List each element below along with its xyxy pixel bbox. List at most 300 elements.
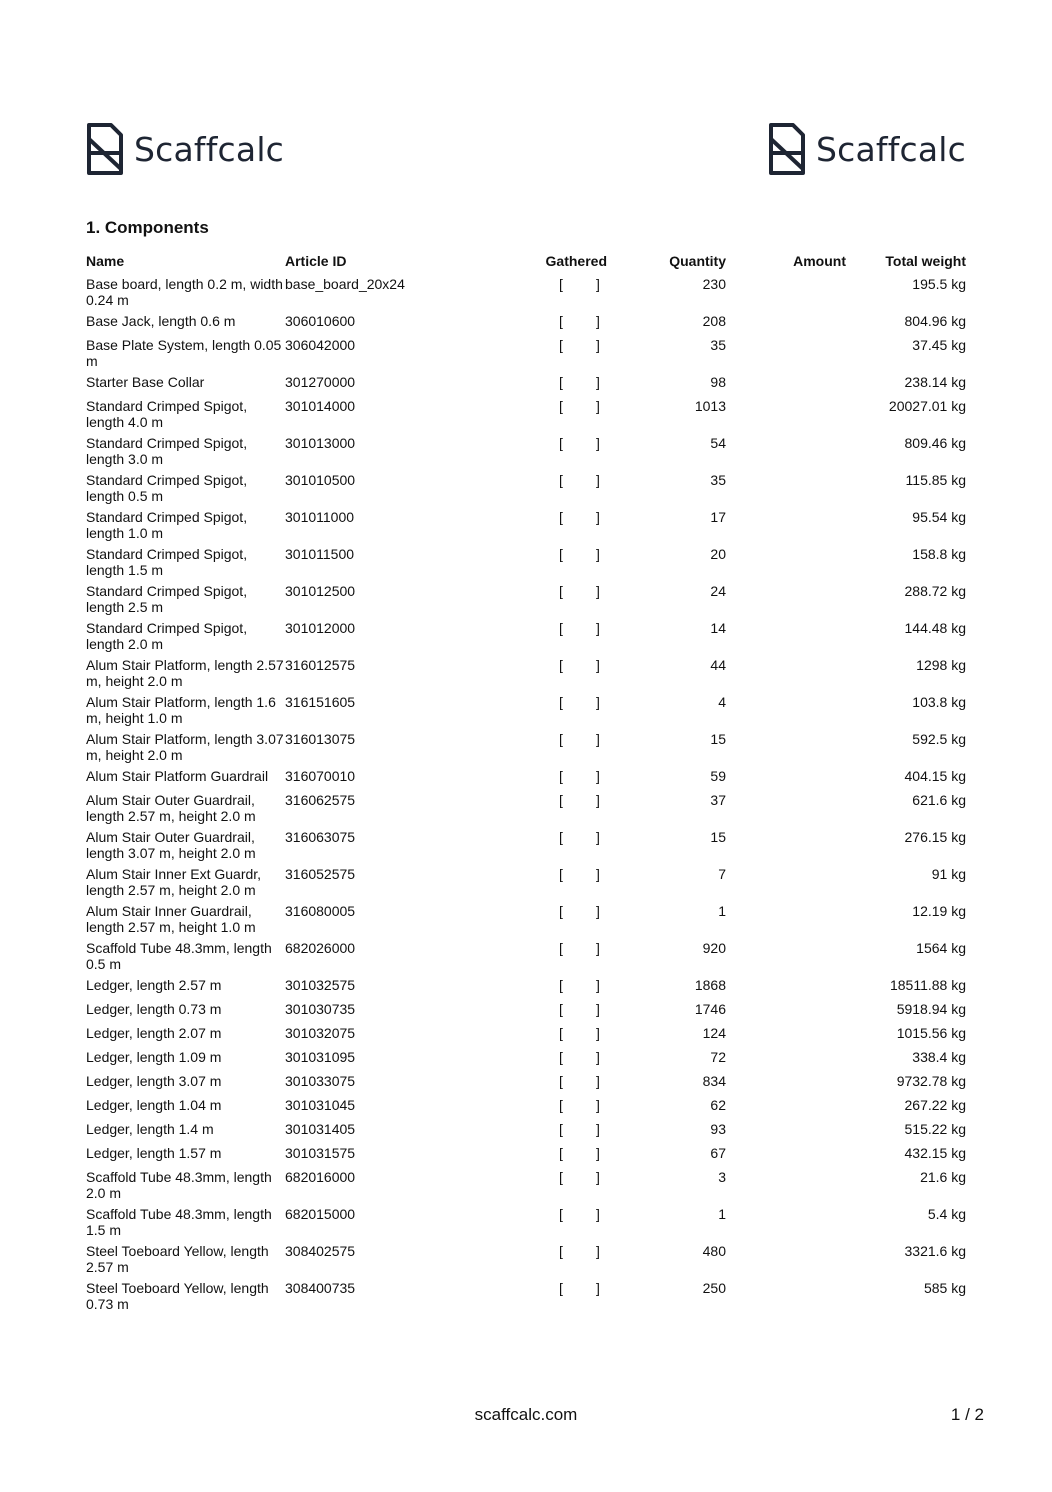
table-row	[86, 903, 966, 940]
bracket-open: [	[559, 337, 563, 353]
cell-gathered[interactable]	[407, 768, 612, 792]
bracket-open: [	[559, 829, 563, 845]
bracket-open: [	[559, 1145, 563, 1161]
gathered-checkbox[interactable]	[557, 398, 600, 414]
cell-name: Alum Stair Inner Ext Guardr, length 2.57 m, height 2.0 m	[86, 866, 262, 898]
bracket-open: [	[559, 398, 563, 414]
cell-article-id: 301033075	[285, 1073, 356, 1089]
bracket-close: ]	[596, 1097, 600, 1113]
gathered-checkbox[interactable]	[557, 472, 600, 488]
cell-article-id: 316151605	[285, 694, 356, 710]
gathered-checkbox[interactable]	[557, 1121, 600, 1137]
cell-gathered[interactable]	[407, 1001, 612, 1025]
cell-quantity: 1013	[694, 398, 726, 414]
cell-total-weight: 809.46 kg	[904, 435, 966, 451]
cell-name: Alum Stair Platform, length 2.57 m, height 2.0 m	[86, 657, 284, 689]
cell-gathered[interactable]	[407, 1243, 612, 1280]
cell-quantity: 44	[710, 657, 726, 673]
cell-article-id: 301014000	[285, 398, 356, 414]
bracket-open: [	[559, 546, 563, 562]
bracket-close: ]	[596, 1206, 600, 1222]
cell-amount	[726, 1145, 846, 1169]
table-row	[86, 276, 966, 313]
cell-quantity: 230	[702, 276, 726, 292]
table-row	[86, 313, 966, 337]
header-gathered: Gathered	[545, 253, 607, 269]
bracket-open: [	[559, 1243, 563, 1259]
cell-name: Standard Crimped Spigot, length 1.5 m	[86, 546, 248, 578]
gathered-checkbox[interactable]	[557, 313, 600, 329]
cell-gathered[interactable]	[407, 1025, 612, 1049]
table-row	[86, 768, 966, 792]
cell-article-id: 301030735	[285, 1001, 356, 1017]
cell-amount	[726, 398, 846, 435]
bracket-close: ]	[596, 1280, 600, 1296]
cell-name: Standard Crimped Spigot, length 4.0 m	[86, 398, 248, 430]
cell-name: Alum Stair Platform, length 3.07 m, height 2.0 m	[86, 731, 284, 763]
gathered-checkbox[interactable]	[557, 1049, 600, 1065]
cell-amount	[726, 276, 846, 313]
gathered-checkbox[interactable]	[557, 583, 600, 599]
cell-amount	[726, 583, 846, 620]
bracket-open: [	[559, 374, 563, 390]
document-logo-icon	[768, 122, 806, 176]
cell-name: Starter Base Collar	[86, 374, 205, 390]
bracket-close: ]	[596, 1049, 600, 1065]
gathered-checkbox[interactable]	[557, 276, 600, 292]
cell-total-weight: 432.15 kg	[904, 1145, 966, 1161]
cell-gathered[interactable]	[407, 509, 612, 546]
cell-gathered[interactable]	[407, 657, 612, 694]
cell-gathered[interactable]	[407, 435, 612, 472]
cell-total-weight: 404.15 kg	[904, 768, 966, 784]
cell-name: Base Plate System, length 0.05 m	[86, 337, 282, 369]
cell-quantity: 67	[710, 1145, 726, 1161]
gathered-checkbox[interactable]	[557, 1025, 600, 1041]
table-row	[86, 509, 966, 546]
gathered-checkbox[interactable]	[557, 829, 600, 845]
cell-name: Steel Toeboard Yellow, length 2.57 m	[86, 1243, 269, 1275]
gathered-checkbox[interactable]	[557, 977, 600, 993]
cell-gathered[interactable]	[407, 472, 612, 509]
bracket-close: ]	[596, 435, 600, 451]
bracket-open: [	[559, 583, 563, 599]
gathered-checkbox[interactable]	[557, 374, 600, 390]
table-row	[86, 866, 966, 903]
bracket-open: [	[559, 1121, 563, 1137]
header-quantity: Quantity	[669, 253, 726, 269]
cell-article-id: 301031095	[285, 1049, 356, 1065]
cell-name: Standard Crimped Spigot, length 2.0 m	[86, 620, 248, 652]
cell-name: Ledger, length 0.73 m	[86, 1001, 222, 1017]
brand-name: Scaffcalc	[815, 129, 966, 169]
cell-quantity: 62	[710, 1097, 726, 1113]
cell-amount	[726, 657, 846, 694]
table-row	[86, 1001, 966, 1025]
gathered-checkbox[interactable]	[557, 620, 600, 636]
cell-gathered[interactable]	[407, 1169, 612, 1206]
table-row	[86, 1243, 966, 1280]
cell-quantity: 250	[702, 1280, 726, 1296]
cell-name: Standard Crimped Spigot, length 3.0 m	[86, 435, 248, 467]
cell-quantity: 1868	[694, 977, 726, 993]
bracket-close: ]	[596, 866, 600, 882]
gathered-checkbox[interactable]	[557, 657, 600, 673]
cell-quantity: 59	[710, 768, 726, 784]
bracket-close: ]	[596, 398, 600, 414]
cell-gathered[interactable]	[407, 903, 612, 940]
cell-quantity: 834	[702, 1073, 726, 1089]
table-row	[86, 546, 966, 583]
cell-quantity: 4	[718, 694, 726, 710]
cell-name: Base Jack, length 0.6 m	[86, 313, 236, 329]
table-row	[86, 1206, 966, 1243]
cell-article-id: 316012575	[285, 657, 356, 673]
cell-quantity: 1	[718, 903, 726, 919]
cell-amount	[726, 731, 846, 768]
gathered-checkbox[interactable]	[557, 694, 600, 710]
cell-name: Steel Toeboard Yellow, length 0.73 m	[86, 1280, 269, 1312]
header-name: Name	[86, 253, 125, 269]
cell-article-id: 316070010	[285, 768, 356, 784]
cell-name: Ledger, length 1.09 m	[86, 1049, 222, 1065]
cell-quantity: 480	[702, 1243, 726, 1259]
bracket-open: [	[559, 435, 563, 451]
cell-amount	[726, 1073, 846, 1097]
gathered-checkbox[interactable]	[557, 509, 600, 525]
gathered-checkbox[interactable]	[557, 1169, 600, 1185]
table-row	[86, 472, 966, 509]
cell-article-id: 301013000	[285, 435, 356, 451]
gathered-checkbox[interactable]	[557, 940, 600, 956]
cell-quantity: 15	[710, 829, 726, 845]
bracket-open: [	[559, 903, 563, 919]
bracket-close: ]	[596, 1121, 600, 1137]
cell-quantity: 3	[718, 1169, 726, 1185]
cell-gathered[interactable]	[407, 398, 612, 435]
cell-article-id: 301032575	[285, 977, 356, 993]
cell-article-id: 301012500	[285, 583, 356, 599]
cell-name: Scaffold Tube 48.3mm, length 0.5 m	[86, 940, 272, 972]
cell-total-weight: 195.5 kg	[912, 276, 966, 292]
table-row	[86, 1049, 966, 1073]
cell-total-weight: 91 kg	[931, 866, 966, 882]
cell-article-id: 316080005	[285, 903, 356, 919]
cell-gathered[interactable]	[407, 829, 612, 866]
cell-total-weight: 592.5 kg	[912, 731, 966, 747]
bracket-close: ]	[596, 509, 600, 525]
footer-page-number: 1 / 2	[950, 1405, 984, 1424]
cell-amount	[726, 435, 846, 472]
cell-name: Standard Crimped Spigot, length 1.0 m	[86, 509, 248, 541]
bracket-close: ]	[596, 374, 600, 390]
table-row	[86, 374, 966, 398]
cell-quantity: 208	[702, 313, 726, 329]
bracket-open: [	[559, 509, 563, 525]
bracket-close: ]	[596, 1025, 600, 1041]
bracket-close: ]	[596, 472, 600, 488]
cell-name: Standard Crimped Spigot, length 2.5 m	[86, 583, 248, 615]
cell-article-id: 682015000	[285, 1206, 356, 1222]
cell-name: Ledger, length 1.04 m	[86, 1097, 222, 1113]
cell-name: Base board, length 0.2 m, width 0.24 m	[86, 276, 283, 308]
cell-article-id: 301031405	[285, 1121, 356, 1137]
table-header-row	[86, 252, 966, 276]
gathered-checkbox[interactable]	[557, 768, 600, 784]
bracket-close: ]	[596, 546, 600, 562]
cell-gathered[interactable]	[407, 1049, 612, 1073]
cell-name: Scaffold Tube 48.3mm, length 1.5 m	[86, 1206, 272, 1238]
cell-amount	[726, 829, 846, 866]
bracket-open: [	[559, 977, 563, 993]
cell-gathered[interactable]	[407, 1121, 612, 1145]
cell-amount	[726, 374, 846, 398]
cell-total-weight: 1298 kg	[916, 657, 966, 673]
cell-gathered[interactable]	[407, 620, 612, 657]
cell-amount	[726, 1001, 846, 1025]
cell-total-weight: 1564 kg	[916, 940, 966, 956]
cell-quantity: 35	[710, 337, 726, 353]
cell-name: Standard Crimped Spigot, length 0.5 m	[86, 472, 248, 504]
cell-amount	[726, 903, 846, 940]
cell-total-weight: 37.45 kg	[912, 337, 966, 353]
bracket-open: [	[559, 1097, 563, 1113]
table-row	[86, 1097, 966, 1121]
cell-article-id: 301011000	[285, 509, 355, 525]
bracket-open: [	[559, 1049, 563, 1065]
brand-logo-right	[768, 122, 966, 176]
cell-name: Ledger, length 1.57 m	[86, 1145, 222, 1161]
gathered-checkbox[interactable]	[557, 1243, 600, 1259]
table-row	[86, 657, 966, 694]
bracket-close: ]	[596, 1169, 600, 1185]
cell-amount	[726, 866, 846, 903]
cell-amount	[726, 1169, 846, 1206]
bracket-close: ]	[596, 1001, 600, 1017]
cell-quantity: 124	[702, 1025, 726, 1041]
document-logo-icon	[86, 122, 124, 176]
cell-total-weight: 338.4 kg	[912, 1049, 966, 1065]
table-row	[86, 1025, 966, 1049]
cell-amount	[726, 337, 846, 374]
bracket-open: [	[559, 1073, 563, 1089]
cell-quantity: 7	[718, 866, 726, 882]
table-row	[86, 337, 966, 374]
cell-gathered[interactable]	[407, 583, 612, 620]
cell-total-weight: 18511.88 kg	[889, 977, 966, 993]
gathered-checkbox[interactable]	[557, 1001, 600, 1017]
table-row	[86, 1145, 966, 1169]
cell-amount	[726, 1097, 846, 1121]
cell-amount	[726, 940, 846, 977]
gathered-checkbox[interactable]	[557, 1280, 600, 1296]
bracket-close: ]	[596, 694, 600, 710]
cell-total-weight: 12.19 kg	[912, 903, 966, 919]
cell-gathered[interactable]	[407, 694, 612, 731]
cell-total-weight: 1015.56 kg	[896, 1025, 966, 1041]
cell-total-weight: 115.85 kg	[905, 472, 966, 488]
cell-article-id: 316052575	[285, 866, 356, 882]
bracket-open: [	[559, 731, 563, 747]
table-row	[86, 829, 966, 866]
bracket-close: ]	[596, 657, 600, 673]
cell-amount	[726, 977, 846, 1001]
cell-total-weight: 103.8 kg	[912, 694, 966, 710]
cell-name: Alum Stair Inner Guardrail, length 2.57 m, height 1.0 m	[86, 903, 256, 935]
cell-amount	[726, 1243, 846, 1280]
cell-name: Alum Stair Platform Guardrail	[86, 768, 269, 784]
bracket-close: ]	[596, 313, 600, 329]
gathered-checkbox[interactable]	[557, 337, 600, 353]
cell-name: Ledger, length 2.07 m	[86, 1025, 222, 1041]
cell-amount	[726, 313, 846, 337]
cell-article-id: 301031045	[285, 1097, 356, 1113]
bracket-open: [	[559, 620, 563, 636]
bracket-close: ]	[596, 940, 600, 956]
gathered-checkbox[interactable]	[557, 903, 600, 919]
cell-quantity: 93	[710, 1121, 726, 1137]
gathered-checkbox[interactable]	[557, 792, 600, 808]
bracket-open: [	[559, 1206, 563, 1222]
cell-total-weight: 21.6 kg	[920, 1169, 966, 1185]
cell-gathered[interactable]	[407, 977, 612, 1001]
cell-amount	[726, 546, 846, 583]
cell-gathered[interactable]	[407, 1280, 612, 1317]
cell-amount	[726, 1206, 846, 1243]
cell-gathered[interactable]	[407, 731, 612, 768]
cell-quantity: 72	[710, 1049, 726, 1065]
cell-name: Alum Stair Outer Guardrail, length 3.07 m, height 2.0 m	[86, 829, 256, 861]
gathered-checkbox[interactable]	[557, 1206, 600, 1222]
cell-article-id: 306042000	[285, 337, 356, 353]
cell-quantity: 920	[702, 940, 726, 956]
components-table	[86, 252, 966, 1317]
cell-amount	[726, 768, 846, 792]
cell-gathered[interactable]	[407, 313, 612, 337]
bracket-close: ]	[596, 276, 600, 292]
section-title: 1. Components	[86, 218, 209, 237]
cell-quantity: 35	[710, 472, 726, 488]
bracket-open: [	[559, 866, 563, 882]
bracket-close: ]	[596, 768, 600, 784]
bracket-open: [	[559, 472, 563, 488]
gathered-checkbox[interactable]	[557, 546, 600, 562]
gathered-checkbox[interactable]	[557, 1073, 600, 1089]
cell-quantity: 1746	[694, 1001, 726, 1017]
gathered-checkbox[interactable]	[557, 1097, 600, 1113]
bracket-close: ]	[596, 903, 600, 919]
cell-gathered[interactable]	[407, 792, 612, 829]
cell-gathered[interactable]	[407, 546, 612, 583]
bracket-open: [	[559, 1280, 563, 1296]
header-amount: Amount	[793, 253, 846, 269]
cell-article-id: base_board_20x24	[285, 276, 405, 292]
cell-name: Alum Stair Outer Guardrail, length 2.57 m, height 2.0 m	[86, 792, 256, 824]
brand-logo-left	[86, 122, 284, 176]
gathered-checkbox[interactable]	[557, 435, 600, 451]
bracket-close: ]	[596, 1243, 600, 1259]
cell-quantity: 17	[710, 509, 726, 525]
cell-amount	[726, 472, 846, 509]
cell-total-weight: 621.6 kg	[912, 792, 966, 808]
cell-gathered[interactable]	[407, 940, 612, 977]
cell-gathered[interactable]	[407, 276, 612, 313]
cell-gathered[interactable]	[407, 1145, 612, 1169]
gathered-checkbox[interactable]	[557, 731, 600, 747]
bracket-close: ]	[596, 792, 600, 808]
gathered-checkbox[interactable]	[557, 1145, 600, 1161]
cell-gathered[interactable]	[407, 866, 612, 903]
table-row	[86, 583, 966, 620]
bracket-open: [	[559, 1001, 563, 1017]
cell-name: Ledger, length 3.07 m	[86, 1073, 222, 1089]
bracket-close: ]	[596, 829, 600, 845]
cell-quantity: 15	[710, 731, 726, 747]
bracket-close: ]	[596, 337, 600, 353]
cell-gathered[interactable]	[407, 1206, 612, 1243]
bracket-open: [	[559, 940, 563, 956]
header-total-weight: Total weight	[885, 253, 966, 269]
cell-amount	[726, 792, 846, 829]
bracket-close: ]	[596, 620, 600, 636]
header-article-id: Article ID	[285, 253, 347, 269]
table-row	[86, 1121, 966, 1145]
table-row	[86, 731, 966, 768]
cell-total-weight: 276.15 kg	[904, 829, 966, 845]
bracket-close: ]	[596, 1145, 600, 1161]
bracket-open: [	[559, 276, 563, 292]
cell-quantity: 1	[718, 1206, 726, 1222]
table-row	[86, 792, 966, 829]
cell-amount	[726, 694, 846, 731]
bracket-open: [	[559, 768, 563, 784]
bracket-open: [	[559, 792, 563, 808]
cell-name: Alum Stair Platform, length 1.6 m, height 1.0 m	[86, 694, 276, 726]
cell-article-id: 308400735	[285, 1280, 356, 1296]
cell-total-weight: 144.48 kg	[904, 620, 966, 636]
cell-article-id: 316063075	[285, 829, 356, 845]
bracket-open: [	[559, 1025, 563, 1041]
bracket-close: ]	[596, 731, 600, 747]
cell-article-id: 316013075	[285, 731, 356, 747]
cell-total-weight: 95.54 kg	[912, 509, 966, 525]
cell-total-weight: 5918.94 kg	[896, 1001, 966, 1017]
table-row	[86, 398, 966, 435]
table-row	[86, 940, 966, 977]
cell-article-id: 316062575	[285, 792, 356, 808]
cell-gathered[interactable]	[407, 374, 612, 398]
cell-quantity: 98	[710, 374, 726, 390]
bracket-open: [	[559, 694, 563, 710]
cell-total-weight: 585 kg	[923, 1280, 966, 1296]
cell-total-weight: 158.8 kg	[912, 546, 966, 562]
table-row	[86, 694, 966, 731]
cell-article-id: 301032075	[285, 1025, 356, 1041]
cell-name: Ledger, length 2.57 m	[86, 977, 222, 993]
cell-amount	[726, 509, 846, 546]
cell-gathered[interactable]	[407, 337, 612, 374]
gathered-checkbox[interactable]	[557, 866, 600, 882]
table-row	[86, 435, 966, 472]
cell-gathered[interactable]	[407, 1073, 612, 1097]
bracket-open: [	[559, 1169, 563, 1185]
table-row	[86, 1169, 966, 1206]
cell-name: Ledger, length 1.4 m	[86, 1121, 214, 1137]
cell-article-id: 301010500	[285, 472, 356, 488]
cell-amount	[726, 1121, 846, 1145]
cell-gathered[interactable]	[407, 1097, 612, 1121]
cell-quantity: 14	[710, 620, 726, 636]
